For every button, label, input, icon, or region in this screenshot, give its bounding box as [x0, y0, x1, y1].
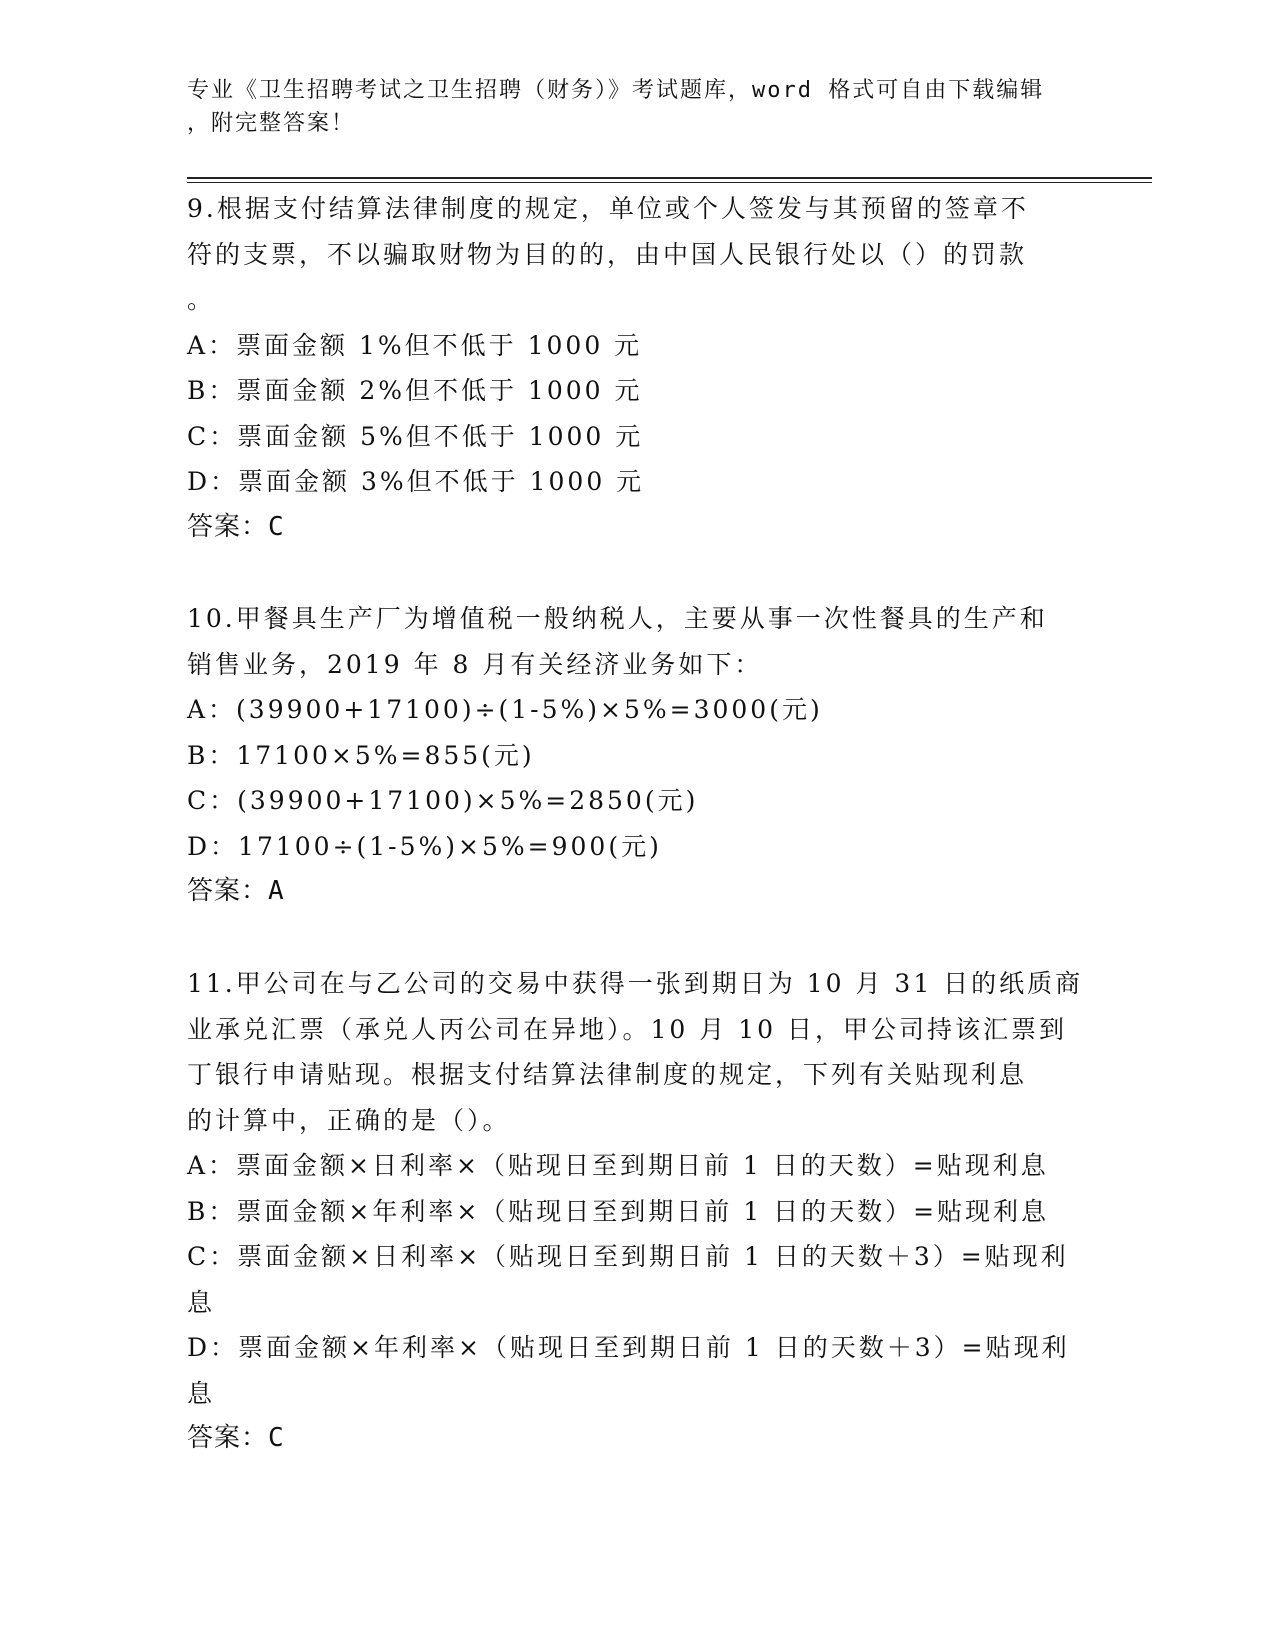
- question-stem-line: 。: [187, 285, 216, 314]
- header-divider-thin: [187, 182, 1152, 183]
- option-b: B：票面金额×年利率×（贴现日至到期日前 1 日的天数）=贴现利息: [187, 1196, 1050, 1226]
- option-c: C：票面金额×日利率×（贴现日至到期日前 1 日的天数＋3）=贴现利: [187, 1242, 1069, 1271]
- option-d: D：票面金额 3%但不低于 1000 元: [187, 467, 645, 496]
- question-10: [187, 596, 1087, 915]
- question-stem-line: 10.甲餐具生产厂为增值税一般纳税人，主要从事一次性餐具的生产和: [187, 604, 1048, 633]
- answer: 答案：C: [187, 1423, 285, 1453]
- option-d: D：17100÷(1-5%)×5%=900(元): [187, 831, 662, 861]
- option-a: A：票面金额 1%但不低于 1000 元: [187, 330, 643, 360]
- question-stem-line: 业承兑汇票（承兑人丙公司在异地）。10 月 10 日，甲公司持该汇票到: [187, 1014, 1067, 1044]
- question-stem-line: 的计算中，正确的是（）。: [187, 1105, 511, 1135]
- option-b: B：17100×5%=855(元): [187, 740, 535, 770]
- question-stem-line: 销售业务，2019 年 8 月有关经济业务如下：: [187, 649, 763, 679]
- option-a: A：(39900+17100)÷(1-5%)×5%=3000(元): [187, 695, 823, 724]
- option-b: B：票面金额 2%但不低于 1000 元: [187, 376, 643, 405]
- question-9: [187, 186, 1087, 550]
- header-divider-thick: [187, 177, 1152, 179]
- answer: 答案：C: [187, 511, 285, 542]
- answer: 答案：A: [187, 876, 285, 906]
- option-c: C：票面金额 5%但不低于 1000 元: [187, 421, 644, 451]
- document-header: [187, 74, 1067, 140]
- option-c: C：(39900+17100)×5%=2850(元): [187, 786, 699, 815]
- question-stem-line: 11.甲公司在与乙公司的交易中获得一张到期日为 10 月 31 日的纸质商: [187, 969, 1084, 998]
- header-line-1: 专业《卫生招聘考试之卫生招聘（财务）》考试题库，word 格式可自由下载编辑: [187, 78, 1045, 103]
- header-line-2: ，附完整答案！: [187, 111, 356, 136]
- option-d: D：票面金额×年利率×（贴现日至到期日前 1 日的天数＋3）=贴现利: [187, 1333, 1070, 1362]
- question-11: [187, 961, 1087, 1462]
- question-stem-line: 丁银行申请贴现。根据支付结算法律制度的规定，下列有关贴现利息: [187, 1060, 1028, 1089]
- option-c-continued: 息: [187, 1287, 216, 1317]
- option-d-continued: 息: [187, 1378, 216, 1408]
- option-a: A：票面金额×日利率×（贴现日至到期日前 1 日的天数）=贴现利息: [187, 1151, 1049, 1180]
- question-stem-line: 符的支票，不以骗取财物为目的的，由中国人民银行处以（）的罚款: [187, 239, 1028, 269]
- question-stem-line: 9.根据支付结算法律制度的规定，单位或个人签发与其预留的签章不: [187, 194, 1029, 223]
